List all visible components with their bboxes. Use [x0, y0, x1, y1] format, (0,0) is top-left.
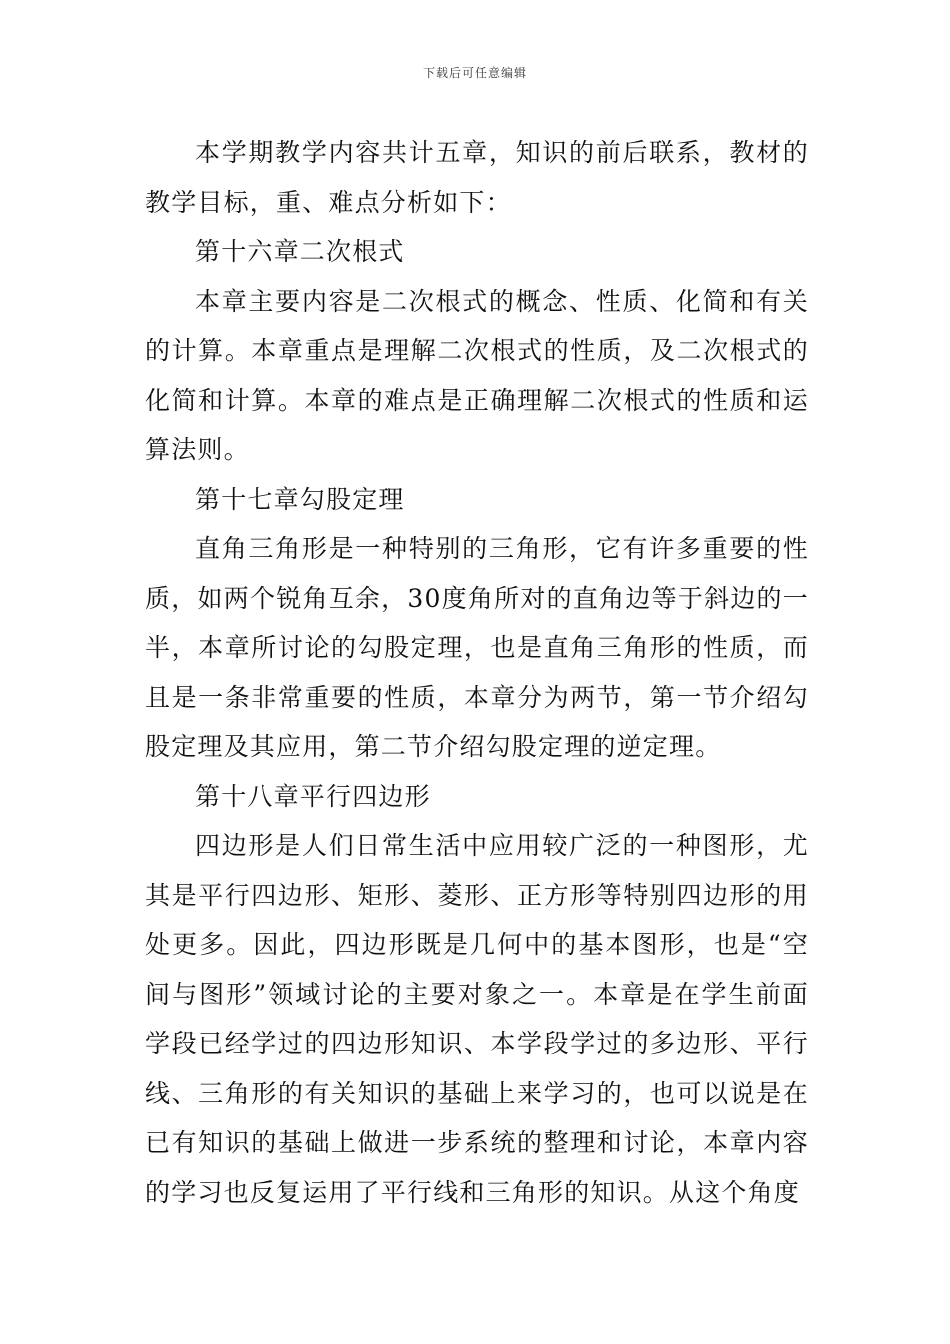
chapter-16-paragraph: 本章主要内容是二次根式的概念、性质、化简和有关的计算。本章重点是理解二次根式的性质，及二次根式的化简和计算。本章的难点是正确理解二次根式的性质和运算法则。 [145, 286, 809, 464]
chapter-17-paragraph: 直角三角形是一种特别的三角形，它有许多重要的性质，如两个锐角互余，30度角所对的直角边等于斜边的一半，本章所讨论的勾股定理，也是直角三角形的性质，而且是一条非常重要的性质，本章分为两节，第一节介绍勾股定理及其应用，第二节介绍勾股定理的逆定理。 [145, 534, 809, 761]
page-header-note: 下载后可任意编辑 [422, 66, 527, 80]
chapter-17-heading: 第十七章勾股定理 [195, 484, 405, 514]
chapter-16-heading: 第十六章二次根式 [195, 237, 405, 266]
document-body [145, 128, 809, 1217]
chapter-18-paragraph: 四边形是人们日常生活中应用较广泛的一种图形，尤其是平行四边形、矩形、菱形、正方形等特别四边形的用处更多。因此，四边形既是几何中的基本图形，也是“空间与图形”领域讨论的主要对象之一。本章是在学生前面学段已经学过的四边形知识、本学段学过的多边形、平行线、三角形的有关知识的基础上来学习的，也可以说是在已有知识的基础上做进一步系统的整理和讨论，本章内容的学习也反复运用了平行线和三角形的知识。从这个角度 [145, 831, 809, 1207]
chapter-18-heading: 第十八章平行四边形 [195, 781, 431, 811]
intro-paragraph: 本学期教学内容共计五章，知识的前后联系，教材的教学目标，重、难点分析如下： [145, 138, 809, 217]
